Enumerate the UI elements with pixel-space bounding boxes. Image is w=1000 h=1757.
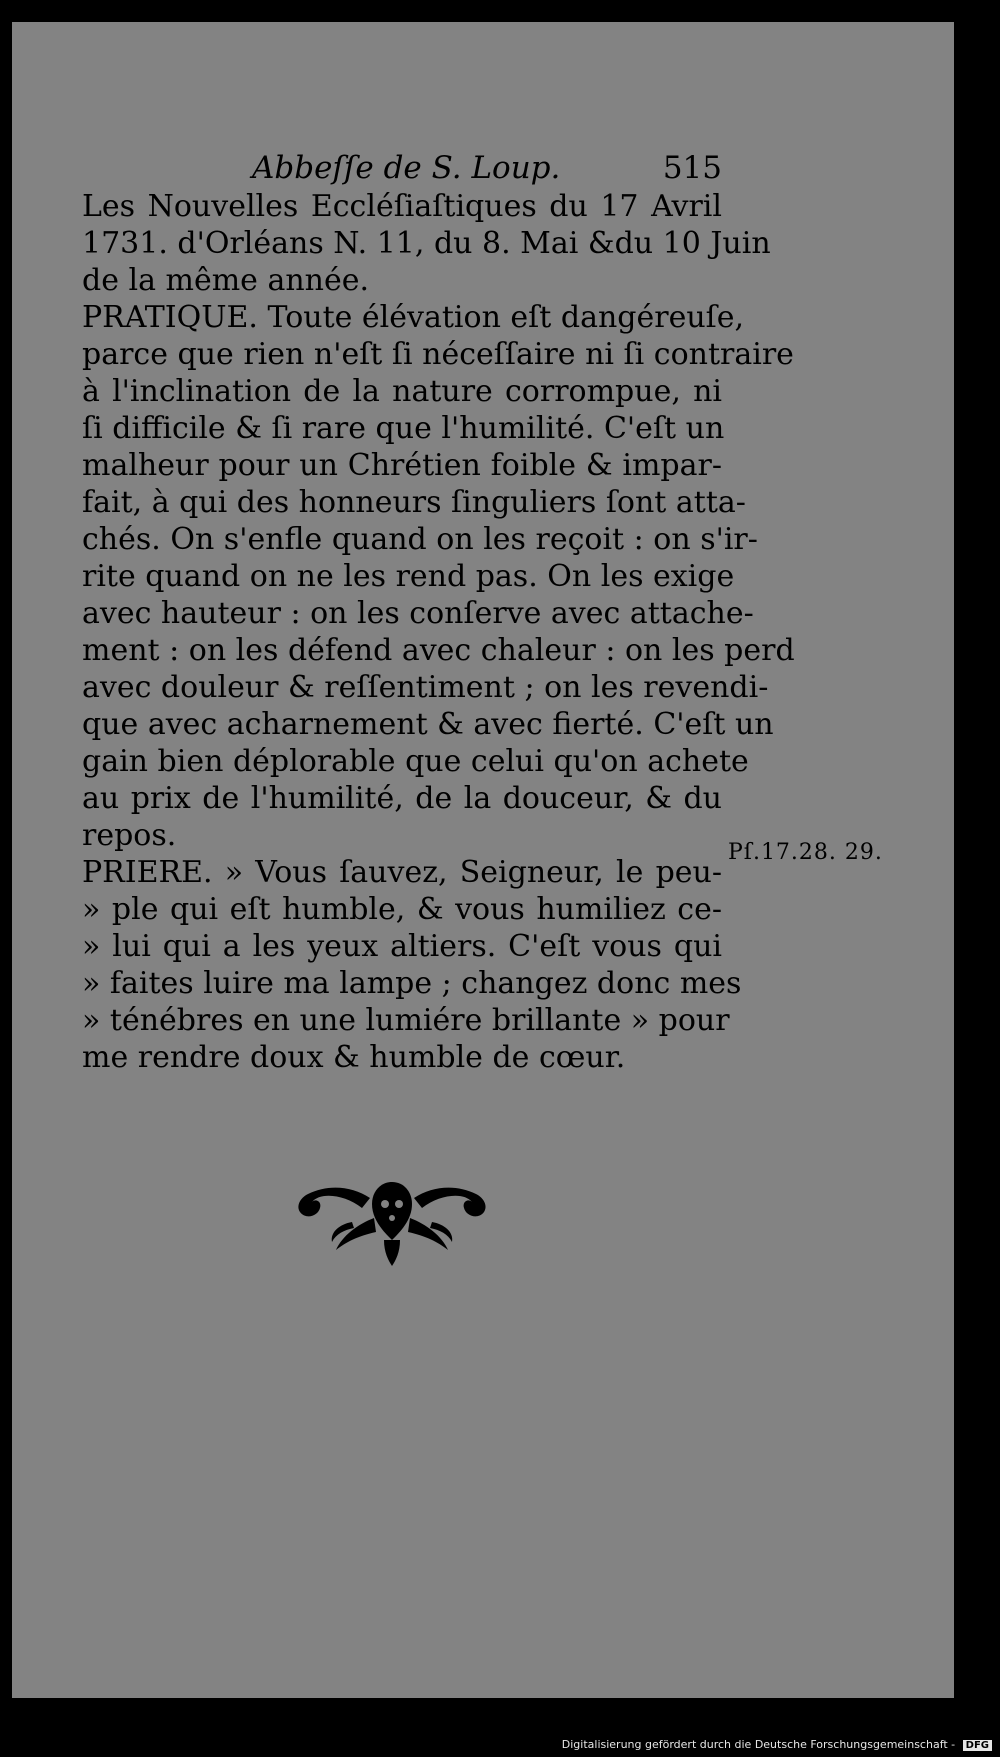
text-line: PRATIQUE. Toute élévation eſt dangéreuſe,: [82, 300, 745, 335]
margin-note: Pſ.17.28. 29.: [728, 840, 883, 865]
book-page: [12, 22, 954, 1698]
dfg-logo-badge: DFG: [963, 1740, 992, 1751]
printers-ornament-icon: [292, 1162, 492, 1272]
text-line: fait, à qui des honneurs ſinguliers ſont atta-: [82, 485, 746, 520]
text-line: repos.: [82, 818, 177, 853]
text-line: avec hauteur : on les conſerve avec attache-: [82, 596, 754, 631]
text-line: 1731. d'Orléans N. 11, du 8. Mai &du 10 Juin: [82, 226, 771, 261]
text-line: me rendre doux & humble de cœur.: [82, 1040, 626, 1075]
text-line: rite quand on ne les rend pas. On les exige: [82, 559, 735, 594]
text-line: à l'inclination de la nature corrompue, ni: [82, 374, 722, 409]
running-head: [82, 150, 722, 190]
footer-credit-text: Digitalisierung gefördert durch die Deutsche Forschungsgemeinschaft -: [561, 1738, 956, 1751]
text-line: parce que rien n'eſt ſi néceſſaire ni ſi contraire: [82, 337, 794, 372]
text-line: de la même année.: [82, 263, 370, 298]
text-line: au prix de l'humilité, de la douceur, & du: [82, 781, 722, 816]
text-line: » ténébres en une lumiére brillante » pour: [82, 1003, 730, 1038]
text-line: PRIERE. » Vous ſauvez, Seigneur, le peu-: [82, 855, 722, 890]
text-line: ſi difficile & ſi rare que l'humilité. C'eſt un: [82, 411, 725, 446]
footer-credit: [562, 1738, 992, 1751]
body-text: [82, 188, 795, 1076]
text-line: avec douleur & reſſentiment ; on les revendi-: [82, 670, 769, 705]
text-line: Les Nouvelles Eccléſiaſtiques du 17 Avril: [82, 189, 722, 224]
text-line: chés. On s'enfle quand on les reçoit : on s'ir-: [82, 522, 758, 557]
running-title: Abbeſſe de S. Loup.: [252, 150, 561, 186]
text-line: malheur pour un Chrétien foible & impar-: [82, 448, 722, 483]
text-line: » faites luire ma lampe ; changez donc mes: [82, 966, 742, 1001]
text-line: » ple qui eſt humble, & vous humiliez ce-: [82, 892, 722, 927]
text-line: ment : on les défend avec chaleur : on les perd: [82, 633, 795, 668]
text-line: gain bien déplorable que celui qu'on achete: [82, 744, 749, 779]
text-line: » lui qui a les yeux altiers. C'eſt vous qui: [82, 929, 722, 964]
page-number: 515: [662, 150, 722, 186]
text-line: que avec acharnement & avec fierté. C'eſt un: [82, 707, 774, 742]
